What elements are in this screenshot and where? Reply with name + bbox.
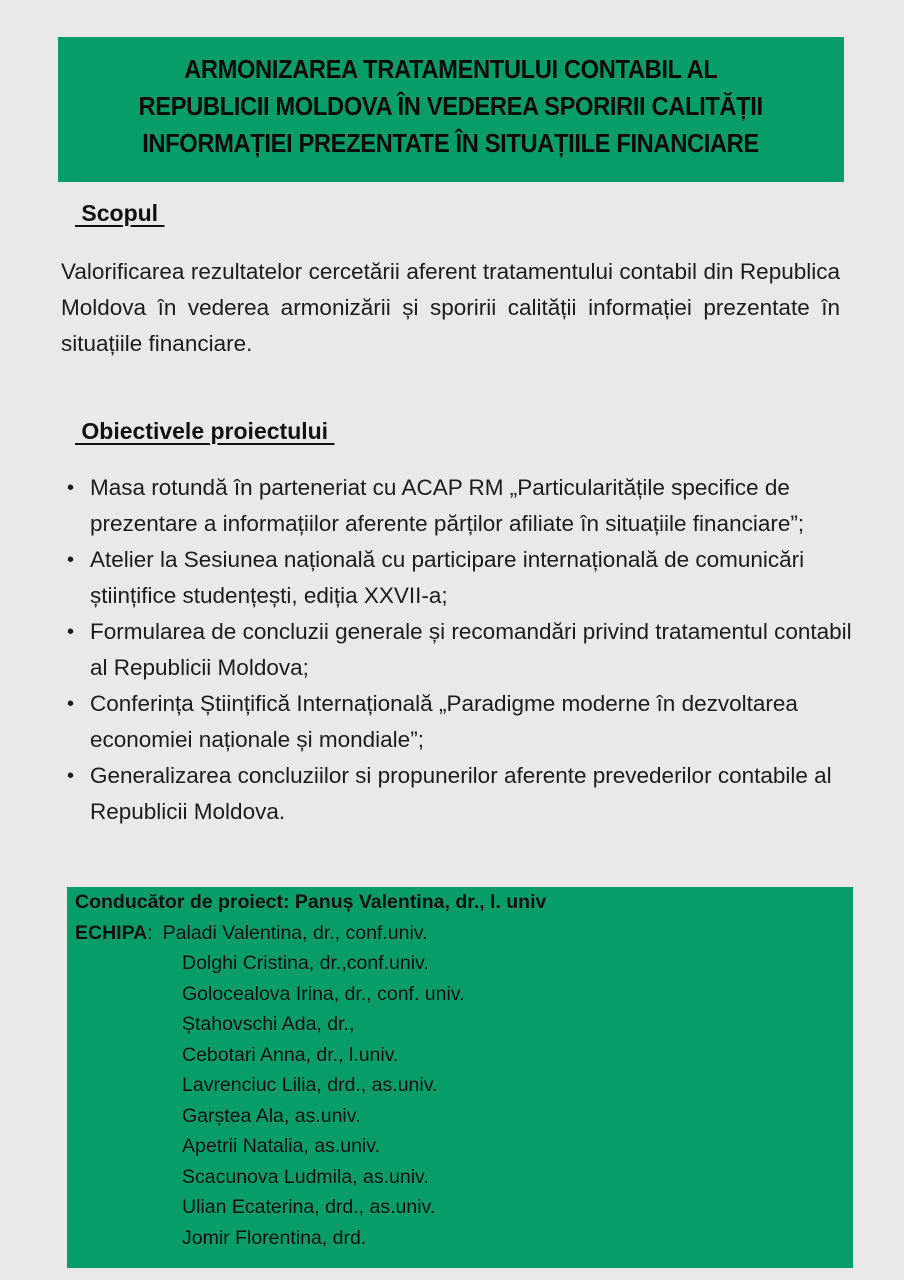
objective-item [64, 614, 864, 686]
bullet-icon: • [67, 477, 75, 499]
objective-text: Generalizarea concluziilor si propunerilor aferente prevederilor contabile al Republicii Moldova. [90, 763, 832, 824]
objective-text: Formularea de concluzii generale și recomandări privind tratamentul contabil al Republicii Moldova; [90, 619, 852, 680]
team-member: Cebotari Anna, dr., l.univ. [182, 1043, 399, 1066]
bullet-icon: • [67, 765, 75, 787]
title-line: ARMONIZAREA TRATAMENTULUI CONTABIL AL [184, 56, 718, 84]
team-member-row [75, 948, 853, 979]
objective-text: Conferința Științifică Internațională „Paradigme moderne în dezvoltarea economiei naționale și mondiale”; [90, 691, 798, 752]
team-member-row [75, 1223, 853, 1254]
team-first-line [75, 918, 853, 949]
team-member-row [75, 1101, 853, 1132]
team-member-row [75, 1162, 853, 1193]
team-label-colon: : [147, 921, 153, 944]
objectives-list [64, 470, 864, 830]
scope-heading: Scopul [75, 200, 165, 226]
team-member-row [75, 1192, 853, 1223]
team-box [67, 887, 853, 1268]
team-member: Dolghi Cristina, dr.,conf.univ. [182, 952, 429, 974]
team-member: Golocealova Irina, dr., conf. univ. [182, 982, 465, 1005]
team-member: Ștahovschi Ada, dr., [182, 1013, 355, 1035]
objective-item [64, 470, 864, 542]
scope-paragraph: Valorificarea rezultatelor cercetării aferent tratamentului contabil din Republica Moldova în vederea armonizării și sporirii calității informației prezentate în situațiile financiare. [61, 259, 840, 356]
objectives-heading: Obiectivele proiectului [75, 418, 335, 444]
team-label: ECHIPA [75, 921, 148, 944]
project-leader: Conducător de proiect: Panuș Valentina, dr., l. univ [75, 891, 547, 913]
team-member-row [75, 979, 853, 1010]
objective-item [64, 758, 864, 830]
bullet-icon: • [67, 549, 75, 571]
team-member-row [75, 1009, 853, 1040]
title-line: REPUBLICII MOLDOVA ÎN VEDEREA SPORIRII CALITĂȚII [138, 93, 764, 121]
team-member: Apetrii Natalia, as.univ. [182, 1135, 380, 1157]
team-member: Garștea Ala, as.univ. [182, 1104, 361, 1127]
team-member: Scacunova Ludmila, as.univ. [182, 1165, 429, 1188]
team-member: Ulian Ecaterina, drd., as.univ. [182, 1196, 436, 1218]
title-banner [58, 37, 844, 182]
team-member: Paladi Valentina, dr., conf.univ. [162, 921, 428, 944]
team-member: Lavrenciuc Lilia, drd., as.univ. [182, 1074, 438, 1096]
team-member-row [75, 1070, 853, 1101]
objective-text: Atelier la Sesiunea națională cu participare internațională de comunicări științifice studențești, ediția XXVII-a; [90, 547, 805, 608]
bullet-icon: • [67, 621, 75, 643]
bullet-icon: • [67, 693, 75, 715]
title-line: INFORMAȚIEI PREZENTATE ÎN SITUAȚIILE FINANCIARE [142, 130, 760, 158]
objective-text: Masa rotundă în parteneriat cu ACAP RM „Particularitățile specifice de prezentare a informațiilor aferente părților afiliate în situațiile financiare”; [90, 475, 805, 536]
team-member-row [75, 1131, 853, 1162]
team-member: Jomir Florentina, drd. [182, 1226, 367, 1249]
objective-item [64, 686, 864, 758]
objective-item [64, 542, 864, 614]
team-member-row [75, 1040, 853, 1071]
